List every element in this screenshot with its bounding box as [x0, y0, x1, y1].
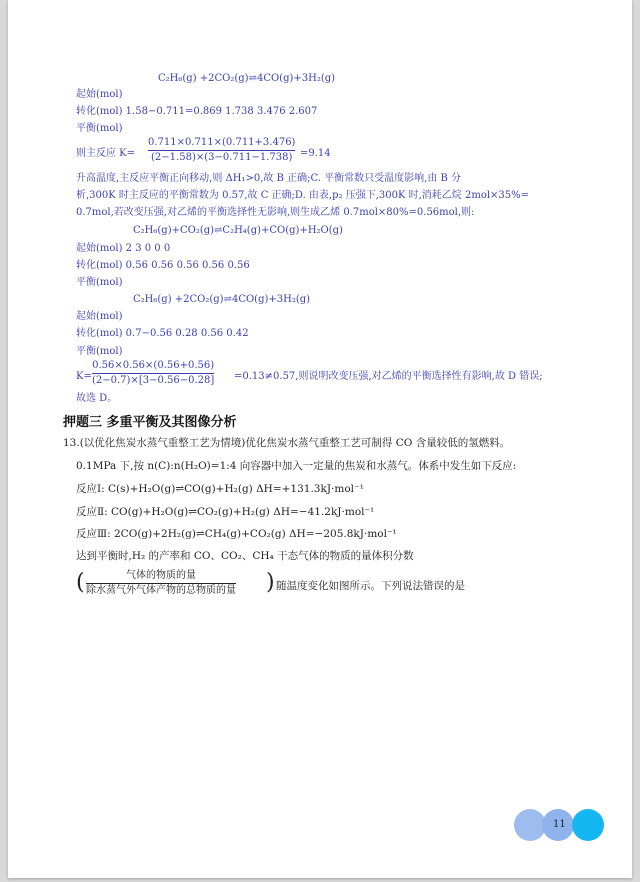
question-line-2: 0.1MPa 下,按 n(C):n(H₂O)=1:4 向容器中加入一定量的焦炭和水蒸气。体系中发生如下反应:	[76, 460, 517, 472]
k-numerator: 0.711×0.711×(0.711+3.476)	[148, 137, 296, 148]
start-row-label-3: 起始(mol)	[76, 311, 123, 322]
reaction-I: 反应Ⅰ: C(s)+H₂O(g)⇌CO(g)+H₂(g) ΔH=+131.3kJ·mol⁻¹	[76, 483, 364, 495]
section-title: 押题三 多重平衡及其图像分析	[63, 415, 237, 430]
reaction-equation-1: C₂H₆(g) +2CO₂(g)⇌4CO(g)+3H₂(g)	[158, 73, 336, 84]
analysis-line-3: 0.7mol,若改变压强,对乙烯的平衡选择性无影响,则生成乙烯 0.7mol×80%=0.56mol,则:	[76, 207, 475, 218]
start-row-label-1: 起始(mol)	[76, 89, 123, 100]
reaction-III: 反应Ⅲ: 2CO(g)+2H₂(g)⇌CH₄(g)+CO₂(g) ΔH=−205.8kJ·mol⁻¹	[76, 528, 397, 540]
fraction-denominator: 除水蒸气外气体产物的总物质的量	[86, 585, 236, 596]
k2-prefix: K=	[76, 371, 92, 382]
equil-row-label-2: 平衡(mol)	[76, 277, 123, 288]
change-row-2: 转化(mol) 0.56 0.56 0.56 0.56 0.56	[76, 260, 250, 271]
change-row-3: 转化(mol) 0.7−0.56 0.28 0.56 0.42	[76, 328, 249, 339]
k2-numerator: 0.56×0.56×(0.56+0.56)	[92, 360, 215, 371]
question-line-1: 13.(以优化焦炭水蒸气重整工艺为情境)优化焦炭水蒸气重整工艺可制得 CO 含量较低的氢燃料。	[63, 437, 511, 449]
volume-fraction	[86, 570, 236, 597]
page-number: 11	[553, 819, 566, 830]
reaction-equation-3: C₂H₆(g) +2CO₂(g)⇌4CO(g)+3H₂(g)	[133, 294, 311, 305]
question-tail: 随温度变化如图所示。下列说法错误的是	[276, 580, 465, 592]
equil-row-label-3: 平衡(mol)	[76, 346, 123, 357]
k-denominator: (2−1.58)×(3−0.711−1.738)	[151, 152, 293, 163]
document-page	[8, 0, 632, 878]
k-fraction	[148, 137, 295, 164]
fraction-bar	[148, 150, 295, 151]
right-paren: )	[266, 570, 275, 595]
k2-result: =0.13≠0.57,则说明改变压强,对乙烯的平衡选择性有影响,故 D 错误;	[234, 371, 543, 382]
change-row-1: 转化(mol) 1.58−0.711=0.869 1.738 3.476 2.607	[76, 106, 318, 117]
fraction-bar	[86, 583, 236, 584]
decor-circle-right	[572, 809, 604, 841]
fraction-numerator: 气体的物质的量	[126, 570, 196, 581]
k2-fraction	[92, 360, 214, 387]
fraction-bar	[92, 373, 214, 374]
question-line-3: 达到平衡时,H₂ 的产率和 CO、CO₂、CH₄ 干态气体的物质的量体积分数	[76, 550, 414, 562]
k-result: =9.14	[300, 148, 331, 159]
conclusion: 故选 D。	[76, 393, 118, 404]
k2-denominator: (2−0.7)×[3−0.56−0.28]	[92, 375, 215, 386]
reaction-II: 反应Ⅱ: CO(g)+H₂O(g)⇌CO₂(g)+H₂(g) ΔH=−41.2kJ·mol⁻¹	[76, 506, 375, 518]
k-prefix: 则主反应 K=	[76, 148, 136, 159]
analysis-line-2: 析,300K 时主反应的平衡常数为 0.57,故 C 正确;D. 由表,p₂ 压强下,300K 时,消耗乙烷 2mol×35%=	[76, 190, 530, 201]
left-paren: (	[76, 570, 85, 595]
analysis-line-1: 升高温度,主反应平衡正向移动,则 ΔH₁>0,故 B 正确;C. 平衡常数只受温度影响,由 B 分	[76, 173, 462, 184]
reaction-equation-2: C₂H₆(g)+CO₂(g)⇌C₂H₄(g)+CO(g)+H₂O(g)	[133, 225, 343, 236]
equil-row-label-1: 平衡(mol)	[76, 123, 123, 134]
start-row-2: 起始(mol) 2 3 0 0 0	[76, 243, 171, 254]
